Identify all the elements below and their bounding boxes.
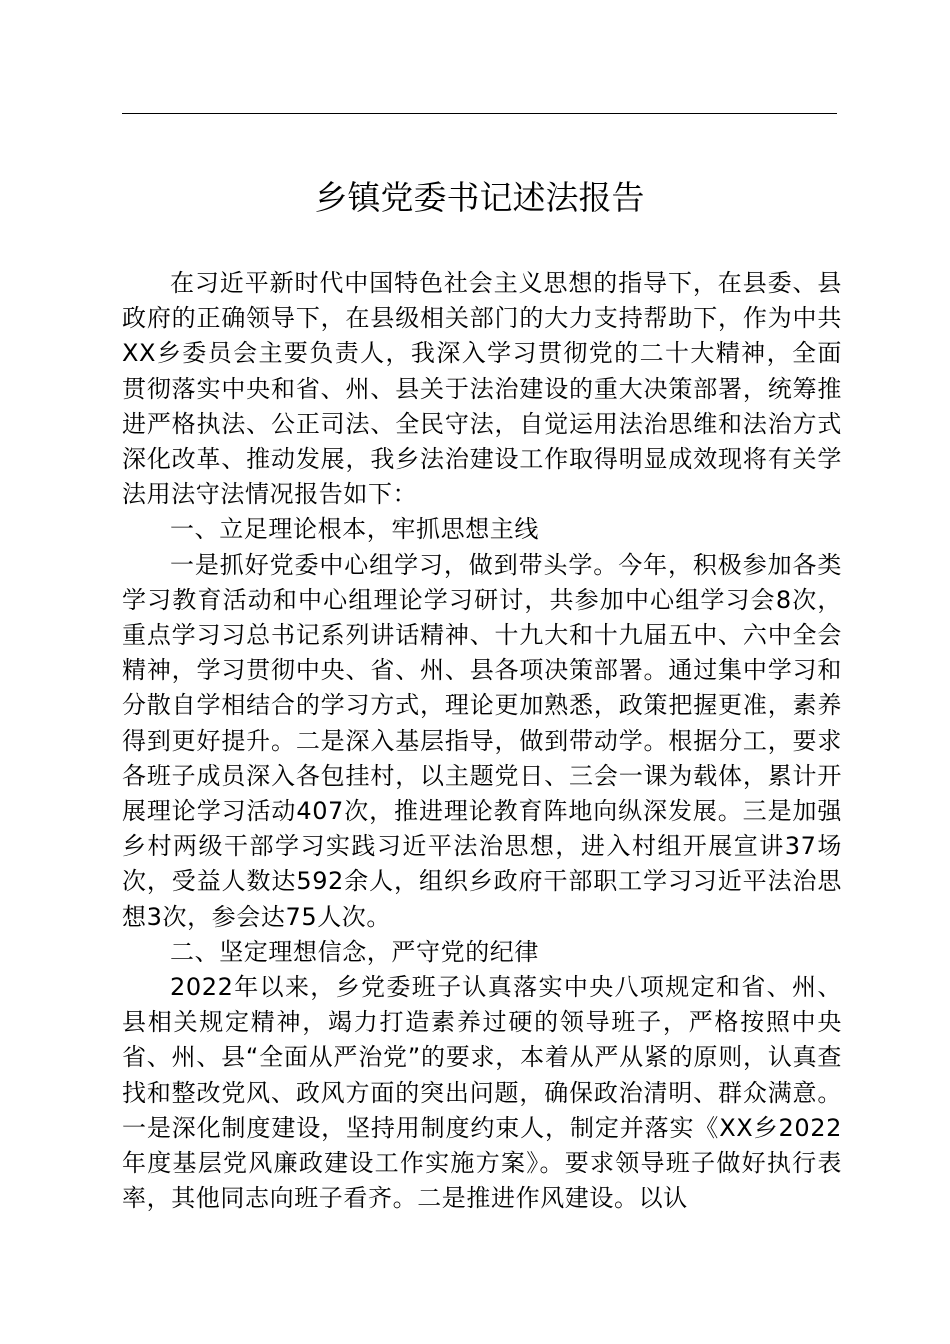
paragraph-section-1: 一是抓好党委中心组学习，做到带头学。今年，积极参加各类学习教育活动和中心组理论学习研讨，共参加中心组学习会8次，重点学习习总书记系列讲话精神、十九大和十九届五中、六中全会精神，学习贯彻中央、省、州、县各项决策部署。通过集中学习和分散自学相结合的学习方式，理论更加熟悉，政策把握更准，素养得到更好提升。二是深入基层指导，做到带动学。根据分工，要求各班子成员深入各包挂村，以主题党日、三会一课为载体，累计开展理论学习活动407次，推进理论教育阵地向纵深发展。三是加强乡村两级干部学习实践习近平法治思想，进入村组开展宣讲37场次，受益人数达592余人，组织乡政府干部职工学习习近平法治思想3次，参会达75人次。 — [122, 550, 842, 931]
paragraph-section-2: 2022年以来，乡党委班子认真落实中央八项规定和省、州、县相关规定精神，竭力打造素养过硬的领导班子，严格按照中央省、州、县“全面从严治党”的要求，本着从严从紧的原则，认真查找和整改党风、政风方面的突出问题，确保政治清明、群众满意。一是深化制度建设，坚持用制度约束人，制定并落实《XX乡2022年度基层党风廉政建设工作实施方案》。要求领导班子做好执行表率，其他同志向班子看齐。二是推进作风建设。以认 — [122, 973, 842, 1213]
document-title: 乡镇党委书记述法报告 — [314, 178, 645, 217]
section-heading-2: 二、坚定理想信念，严守党的纪律 — [170, 937, 539, 966]
paragraph-intro: 在习近平新时代中国特色社会主义思想的指导下，在县委、县政府的正确领导下，在县级相关部门的大力支持帮助下，作为中共XX乡委员会主要负责人，我深入学习贯彻党的二十大精神，全面贯彻落实中央和省、州、县关于法治建设的重大决策部署，统筹推进严格执法、公正司法、全民守法，自觉运用法治思维和法治方式深化改革、推动发展，我乡法治建设工作取得明显成效现将有关学法用法守法情况报告如下： — [122, 269, 842, 509]
header-rule — [122, 113, 837, 114]
document-body — [122, 266, 842, 1216]
section-heading-1: 一、立足理论根本，牢抓思想主线 — [170, 515, 539, 544]
